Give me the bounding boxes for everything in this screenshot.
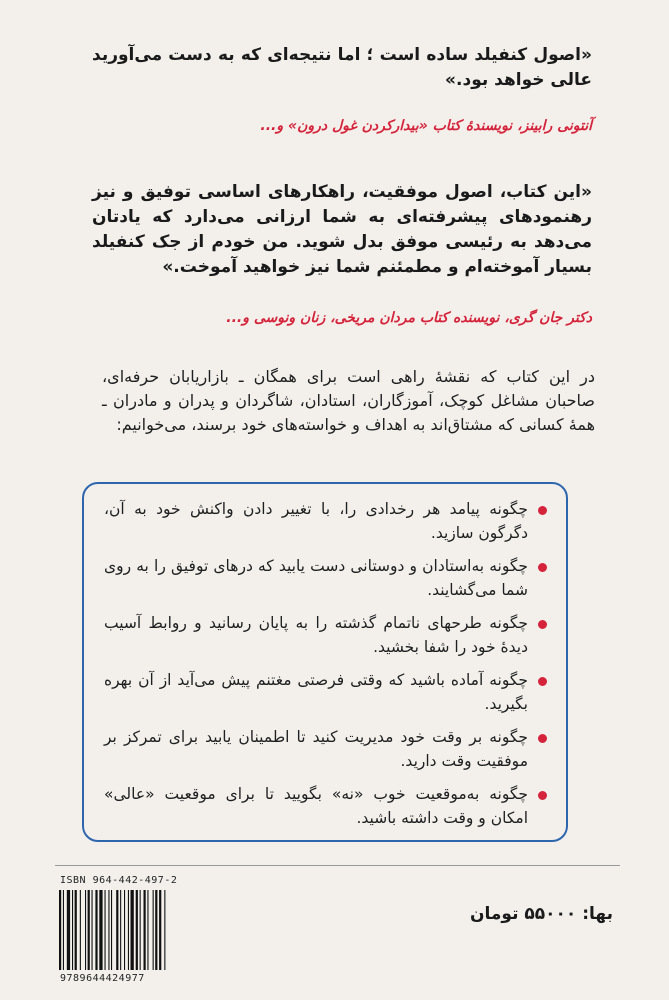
isbn-barcode [58,875,208,993]
quote-robbins-attribution: آنتونی رابینز، نویسندهٔ کتاب «بیدارکردن غول درون» و... [260,118,592,134]
highlights-list [104,498,544,830]
highlight-text: چگونه بر وقت خود مدیریت کنید تا اطمینان یابید برای تمرکز بر موفقیت وقت دارید. [104,728,528,770]
highlights-box [82,482,568,842]
bullet-dot-icon [538,734,547,743]
quote-gray [92,180,592,280]
highlight-text: چگونه آماده باشید که وقتی فرصتی مغتنم پیش می‌آید از آن بهره بگیرید. [104,671,528,713]
highlight-item [104,783,544,830]
highlight-text: چگونه طرحهای ناتمام گذشته را به پایان رسانید و روابط آسیب دیدهٔ خود را شفا بخشید. [104,614,528,656]
highlight-item [104,498,544,545]
highlight-item [104,555,544,602]
price-label: بها: ۵۵۰۰۰ تومان [470,904,613,924]
highlight-text: چگونه به‌موقعیت خوب «نه» بگویید تا برای موقعیت «عالی» امکان و وقت داشته باشید. [104,785,528,827]
bullet-dot-icon [538,506,547,515]
intro-paragraph: در این کتاب که نقشهٔ راهی است برای همگان ـ بازاریابان حرفه‌ای، صاحبان مشاغل کوچک، آموزگاران، استادان، شاگردان و پدران و مادران ـ همهٔ کسانی که مشتاق‌اند به اهداف و خواسته‌های خود برسند، می‌خوانیم: [102,367,595,434]
isbn-label: ISBN 964-442-497-2 [60,875,178,886]
highlight-text: چگونه به‌استادان و دوستانی دست یابید که درهای توفیق را به روی شما می‌گشایند. [104,557,528,599]
bullet-dot-icon [538,620,547,629]
quote-robbins [92,43,592,93]
highlight-item [104,669,544,716]
bullet-dot-icon [538,791,547,800]
highlight-item [104,612,544,659]
quote-gray-text: «این کتاب، اصول موفقیت، راهکارهای اساسی توفیق و نیز رهنمودهای پیشرفته‌ای به شما ارزانی می‌دارد که یادتان می‌دهد به رئیسی موفق بدل شوید. من خودم از جک کنفیلد بسیار آموخته‌ام و مطمئنم شما نیز خواهید آموخت.» [92,182,592,277]
barcode-bars [58,890,208,970]
bullet-dot-icon [538,563,547,572]
highlight-text: چگونه پیامد هر رخدادی را، با تغییر دادن واکنش خود به آن، دگرگون سازید. [104,500,528,542]
footer-divider [55,865,620,866]
quote-robbins-text: «اصول کنفیلد ساده است ؛ اما نتیجه‌ای که به دست می‌آورید عالی خواهد بود.» [92,45,592,90]
quote-gray-attribution: دکتر جان گری، نویسنده کتاب مردان مریخی، زنان ونوسی و... [226,310,592,326]
bullet-dot-icon [538,677,547,686]
barcode-number: 9789644424977 [60,973,145,984]
highlight-item [104,726,544,773]
